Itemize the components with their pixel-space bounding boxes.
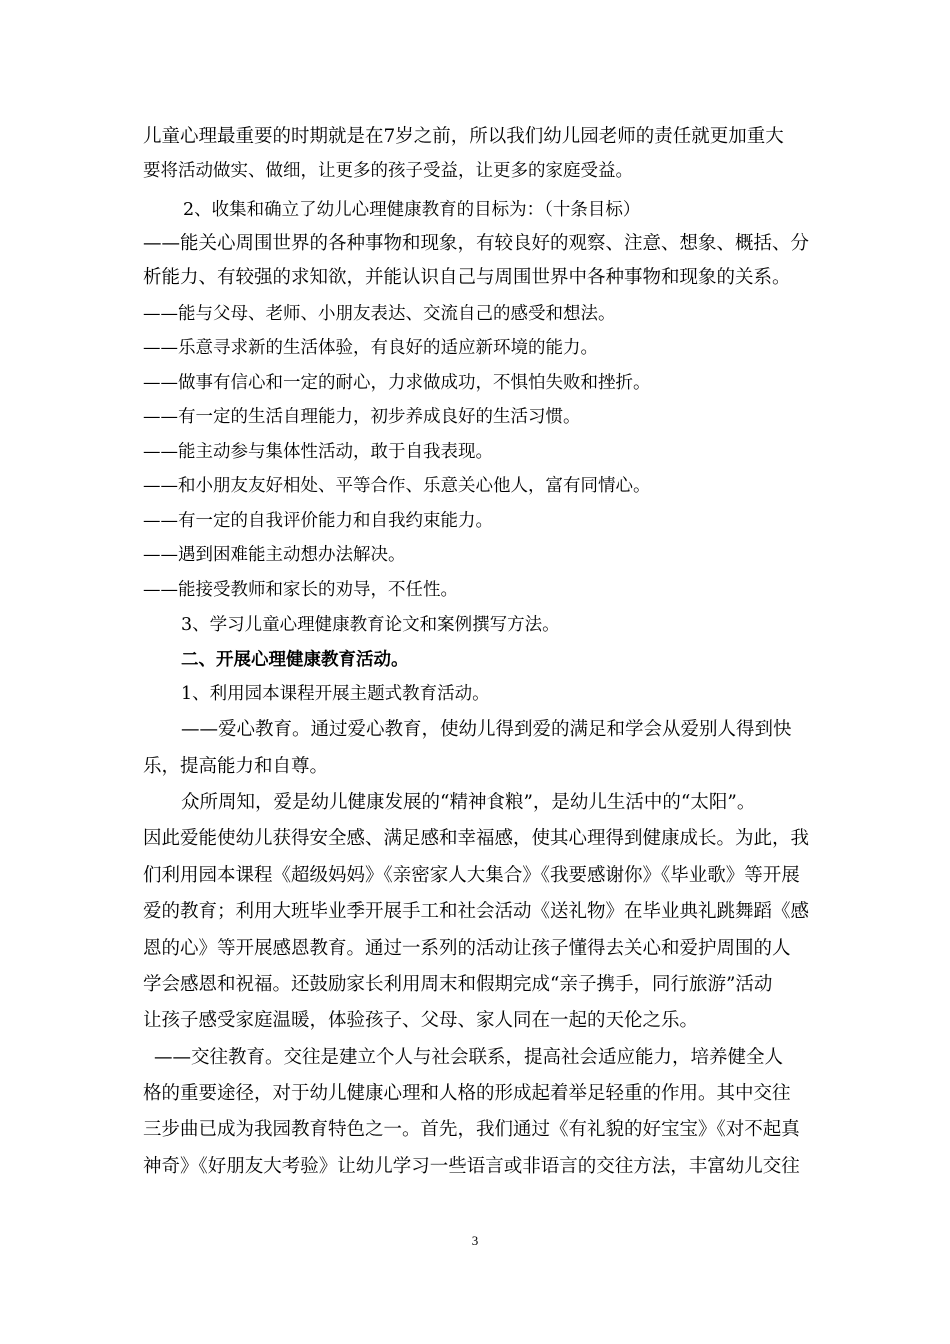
paragraph-line: 让孩子感受家庭温暖，体验孩子、父母、家人同在一起的天伦之乐。 — [143, 1010, 699, 1031]
paragraph-line: 格的重要途径，对于幼儿健康心理和人格的形成起着举足轻重的作用。其中交往 — [143, 1083, 791, 1104]
section-item-heading: 3、学习儿童心理健康教育论文和案例撰写方法。 — [181, 615, 560, 635]
goal-line: ——乐意寻求新的生活体验，有良好的适应新环境的能力。 — [143, 338, 598, 358]
paragraph-line: 爱的教育；利用大班毕业季开展手工和社会活动《送礼物》在毕业典礼跳舞蹈《感 — [143, 901, 810, 922]
paragraph-line: 儿童心理最重要的时期就是在7岁之前，所以我们幼儿园老师的责任就更加重大 — [143, 126, 784, 147]
page-number: 3 — [471, 1233, 479, 1248]
subsection-heading: 1、利用园本课程开展主题式教育活动。 — [181, 684, 490, 704]
paragraph-line: 三步曲已成为我园教育特色之一。首先，我们通过《有礼貌的好宝宝》《对不起真 — [143, 1119, 800, 1140]
goal-line: ——有一定的自我评价能力和自我约束能力。 — [143, 511, 493, 531]
goal-line: ——能关心周围世界的各种事物和现象，有较良好的观察、注意、想象、概括、分 — [143, 233, 810, 254]
paragraph-line: 神奇》《好朋友大考验》让幼儿学习一些语言或非语言的交往方法，丰富幼儿交往 — [143, 1156, 800, 1177]
goal-line: ——能接受教师和家长的劝导，不任性。 — [143, 580, 458, 600]
goal-line: 析能力、有较强的求知欲，并能认识自己与周围世界中各种事物和现象的关系。 — [143, 267, 791, 288]
paragraph-line: ——爱心教育。通过爱心教育，使幼儿得到爱的满足和学会从爱别人得到快 — [181, 719, 792, 740]
goal-line: ——能主动参与集体性活动，敢于自我表现。 — [143, 442, 493, 462]
section-item-heading: 2、收集和确立了幼儿心理健康教育的目标为：（十条目标） — [183, 200, 641, 220]
goal-line: ——能与父母、老师、小朋友表达、交流自己的感受和想法。 — [143, 304, 616, 324]
paragraph-line: 恩的心》等开展感恩教育。通过一系列的活动让孩子懂得去关心和爱护周围的人 — [143, 938, 791, 959]
goal-line: ——做事有信心和一定的耐心，力求做成功，不惧怕失败和挫折。 — [143, 373, 651, 393]
paragraph-line: 学会感恩和祝福。还鼓励家长利用周末和假期完成“亲子携手，同行旅游”活动 — [143, 974, 773, 995]
paragraph-line: 要将活动做实、做细，让更多的孩子受益，让更多的家庭受益。 — [143, 161, 633, 181]
goal-line: ——遇到困难能主动想办法解决。 — [143, 545, 406, 565]
paragraph-line: 乐，提高能力和自尊。 — [143, 756, 329, 777]
goal-line: ——有一定的生活自理能力，初步养成良好的生活习惯。 — [143, 407, 581, 427]
paragraph-line: 因此爱能使幼儿获得安全感、满足感和幸福感，使其心理得到健康成长。为此，我 — [143, 828, 810, 849]
section-heading: 二、开展心理健康教育活动。 — [181, 650, 409, 670]
paragraph-line: 们利用园本课程《超级妈妈》《亲密家人大集合》《我要感谢你》《毕业歌》等开展 — [143, 865, 800, 886]
paragraph-line: 众所周知，爱是幼儿健康发展的“精神食粮”，是幼儿生活中的“太阳”。 — [181, 792, 756, 813]
paragraph-line: ——交往教育。交往是建立个人与社会联系，提高社会适应能力，培养健全人 — [154, 1047, 784, 1068]
goal-line: ——和小朋友友好相处、平等合作、乐意关心他人，富有同情心。 — [143, 476, 651, 496]
